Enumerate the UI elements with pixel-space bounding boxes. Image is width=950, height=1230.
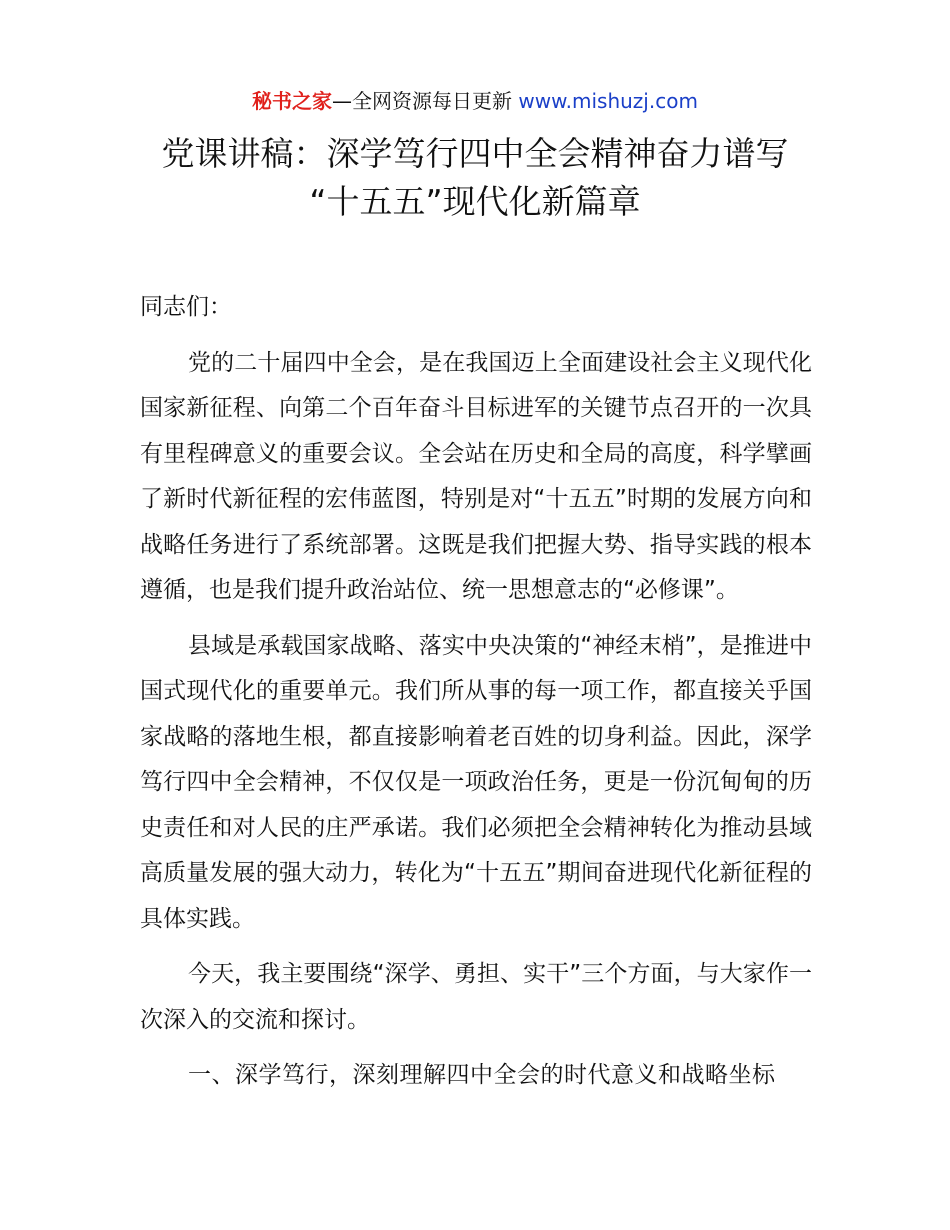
title-line-1: 党课讲稿：深学笃行四中全会精神奋力谱写	[161, 134, 789, 173]
document-body	[140, 285, 812, 1099]
paragraph-1: 党的二十届四中全会，是在我国迈上全面建设社会主义现代化国家新征程、向第二个百年奋斗目标进军的关键节点召开的一次具有里程碑意义的重要会议。全会站在历史和全局的高度，科学擘画了新时代新征程的宏伟蓝图，特别是对“十五五”时期的发展方向和战略任务进行了系统部署。这既是我们把握大势、指导实践的根本遵循，也是我们提升政治站位、统一思想意志的“必修课”。	[140, 349, 812, 603]
document-title	[60, 130, 890, 226]
paragraph-2: 县域是承载国家战略、落实中央决策的“神经末梢”，是推进中国式现代化的重要单元。我们所从事的每一项工作，都直接关乎国家战略的落地生根，都直接影响着老百姓的切身利益。因此，深学笃行四中全会精神，不仅仅是一项政治任务，更是一份沉甸甸的历史责任和对人民的庄严承诺。我们必须把全会精神转化为推动县域高质量发展的强大动力，转化为“十五五”期间奋进现代化新征程的具体实践。	[140, 632, 812, 932]
site-header	[0, 86, 950, 116]
site-tagline: —全网资源每日更新	[332, 89, 519, 113]
paragraph-3: 今天，我主要围绕“深学、勇担、实干”三个方面，与大家作一次深入的交流和探讨。	[140, 961, 812, 1033]
site-url-link[interactable]: www.mishuzj.com	[518, 89, 698, 113]
title-line-2: “十五五”现代化新篇章	[309, 182, 641, 221]
greeting: 同志们：	[140, 294, 232, 320]
site-brand: 秘书之家	[252, 89, 333, 113]
section-heading: 一、深学笃行，深刻理解四中全会的时代意义和战略坐标	[188, 1062, 776, 1088]
